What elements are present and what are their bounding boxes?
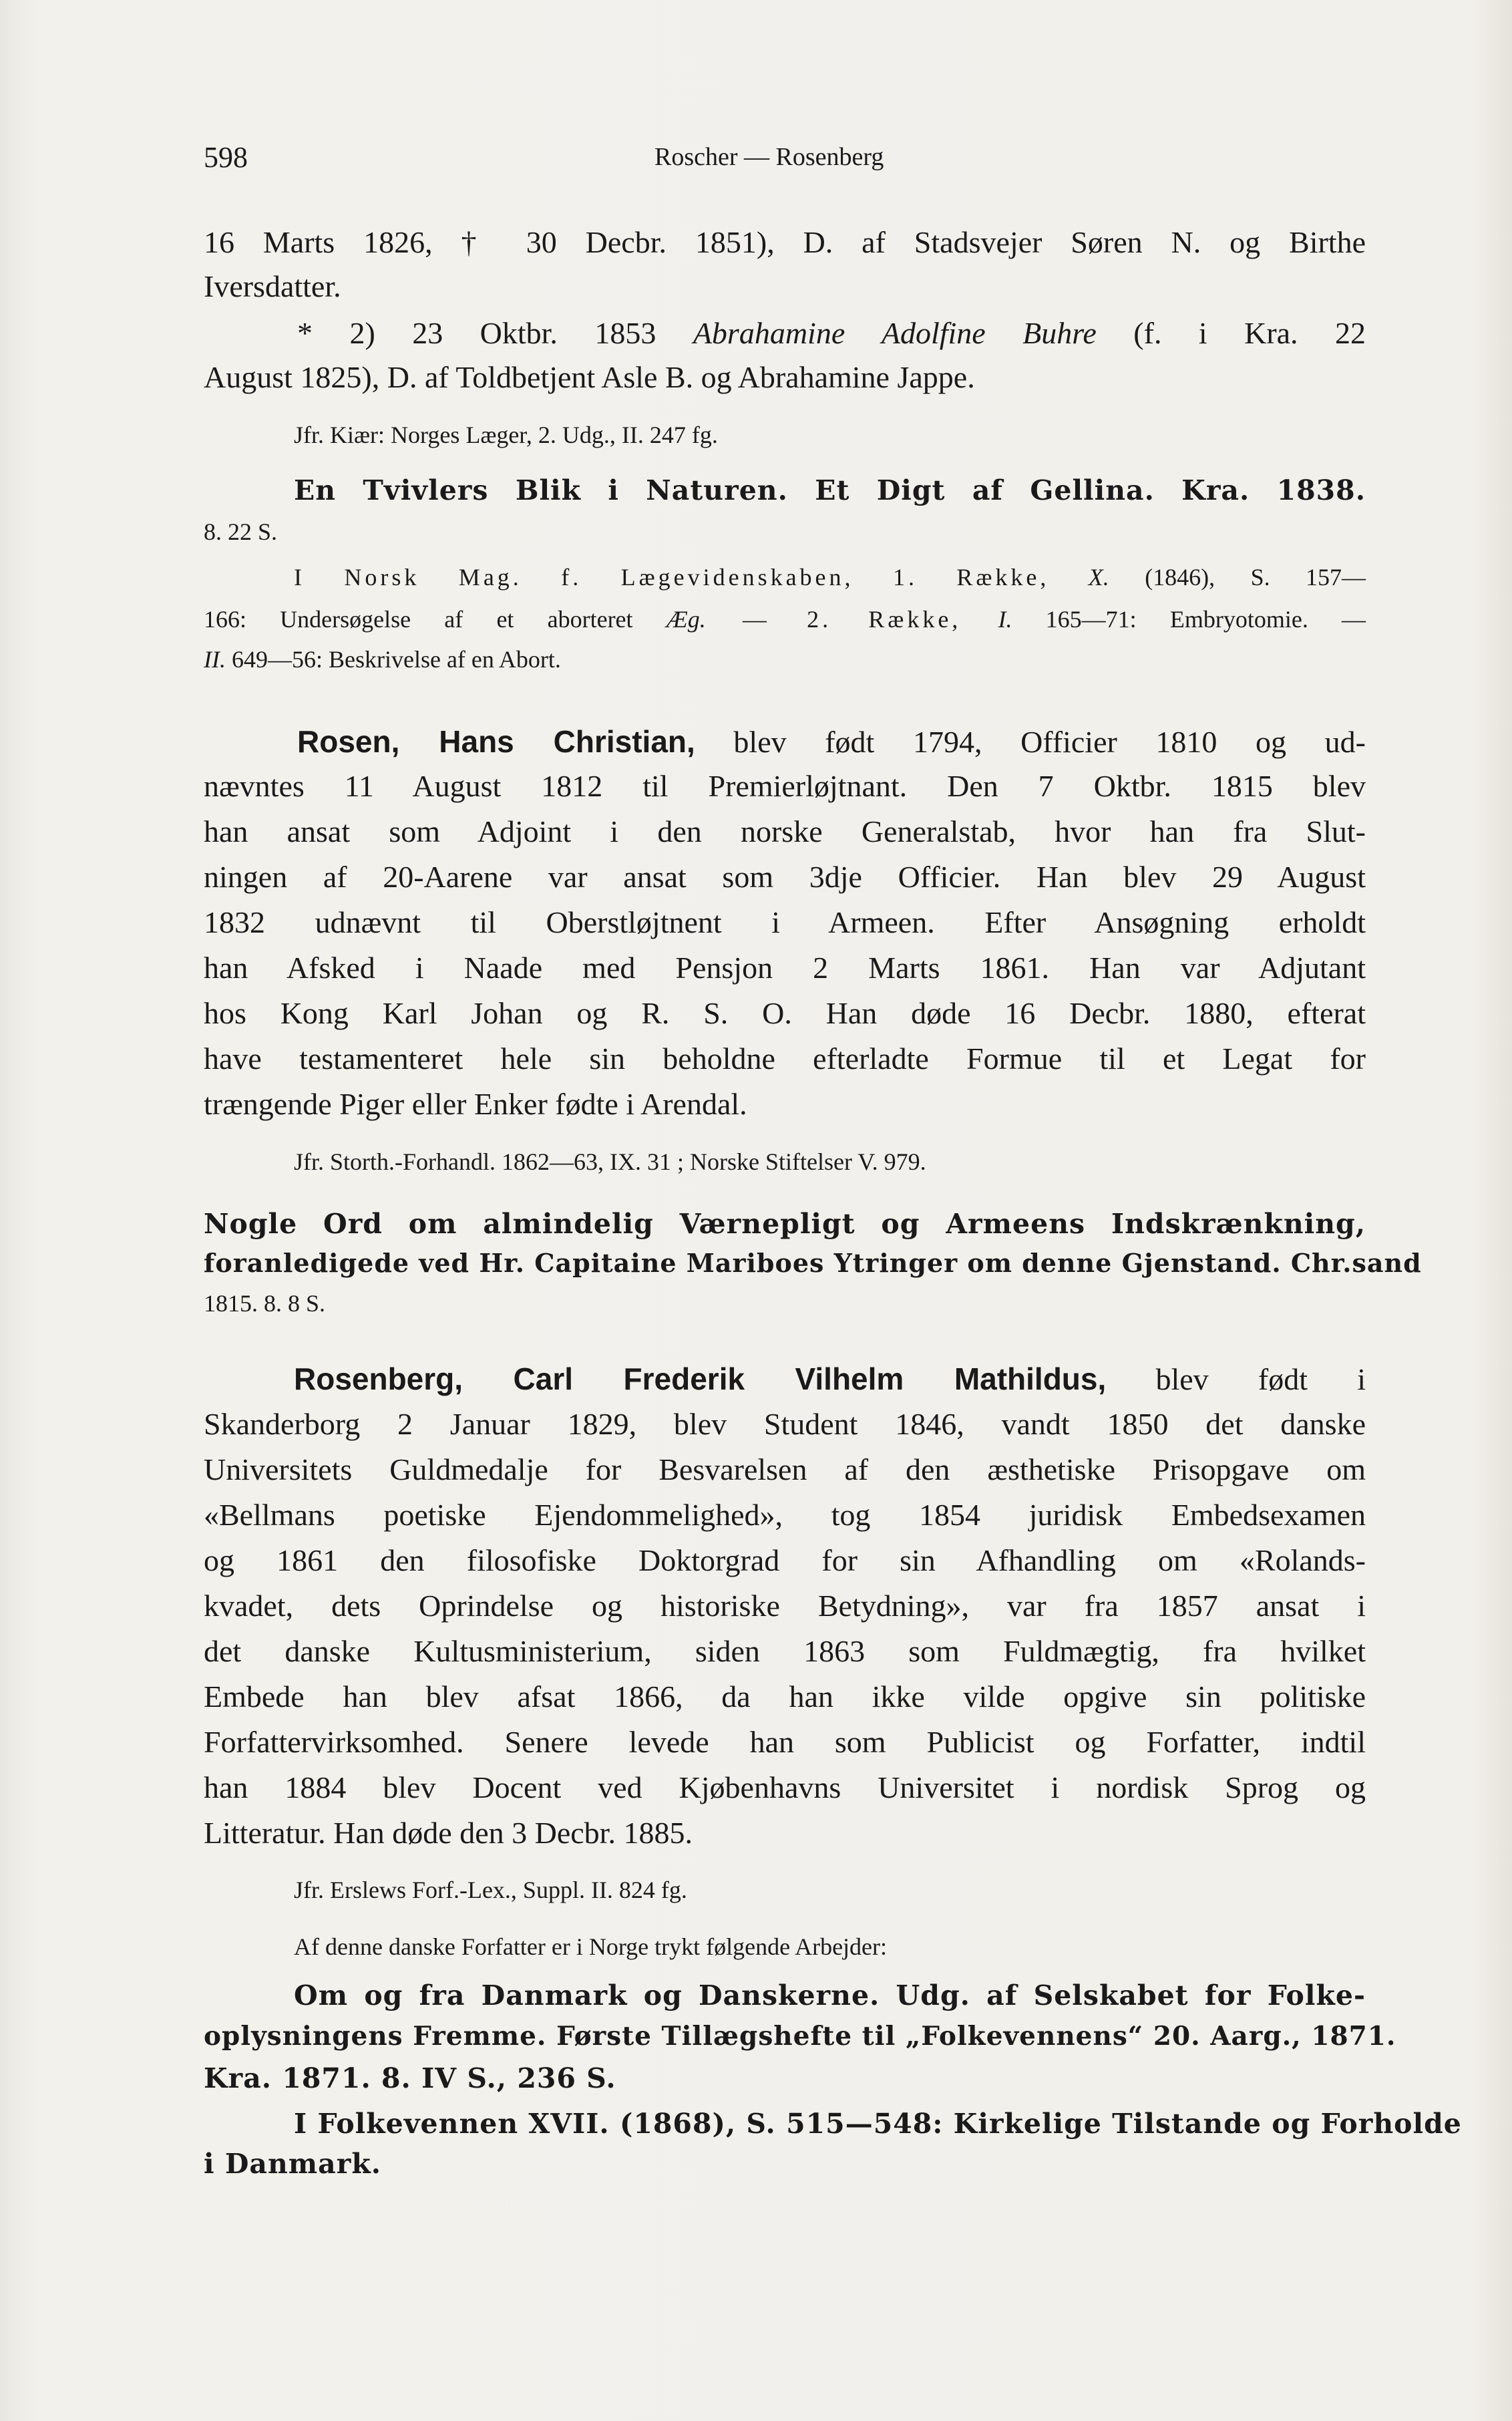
rosenberg-line-9: Forfattervirksomhed. Senere levede han som Publicist og Forfatter, indtil (204, 1725, 1366, 1759)
page-number: 598 (204, 141, 248, 174)
rosen-line-7: hos Kong Karl Johan og R. S. O. Han døde 16 Decbr. 1880, efterat (204, 996, 1366, 1030)
roscher-reference: Jfr. Kiær: Norges Læger, 2. Udg., II. 247 fg. (294, 422, 718, 448)
rosen-line-8: have testamenteret hele sin beholdne efterladte Formue til et Legat for (204, 1041, 1366, 1076)
rosen-work-3: 1815. 8. 8 S. (204, 1290, 326, 1317)
roscher-line-3: * 2) 23 Oktbr. 1853 Abrahamine Adolfine Buhre (f. i Kra. 22 (297, 316, 1366, 350)
rosenberg-line-1: Rosenberg, Carl Frederik Vilhelm Mathildus, blev født i (294, 1361, 1366, 1396)
rosenberg-reference: Jfr. Erslews Forf.-Lex., Suppl. II. 824 fg. (294, 1877, 687, 1903)
roscher-line-1: 16 Marts 1826, † 30 Decbr. 1851), D. af Stadsvejer Søren N. og Birthe (204, 225, 1366, 259)
rosenberg-line-5: og 1861 den filosofiske Doktorgrad for sin Afhandling om «Rolands- (204, 1543, 1366, 1577)
rosen-line-1: Rosen, Hans Christian, blev født 1794, Officier 1810 og ud- (297, 724, 1366, 759)
roscher-work-4: II. 649—56: Beskrivelse af en Abort. (204, 646, 561, 673)
roscher-line-4: August 1825), D. af Toldbetjent Asle B. og Abrahamine Jappe. (204, 360, 975, 394)
rosenberg-work-2: oplysningens Fremme. Første Tillægshefte til „Folkevennens“ 20. Aarg., 1871. (204, 2021, 1396, 2052)
rosenberg-line-6: kvadet, dets Oprindelse og historiske Betydning», var fra 1857 ansat i (204, 1589, 1366, 1623)
rosenberg-line-10: han 1884 blev Docent ved Kjøbenhavns Universitet i nordisk Sprog og (204, 1770, 1366, 1804)
rosen-work-1: Nogle Ord om almindelig Værnepligt og Armeens Indskrænkning, (204, 1208, 1366, 1240)
rosenberg-intro: Af denne danske Forfatter er i Norge trykt følgende Arbejder: (294, 1933, 888, 1960)
running-title: Roscher — Rosenberg (654, 143, 884, 171)
rosenberg-name: Rosenberg, Carl Frederik Vilhelm Mathildus, (294, 1361, 1107, 1396)
rosenberg-line-3: Universitets Guldmedalje for Besvarelsen af den æsthetiske Prisopgave om (204, 1452, 1366, 1486)
roscher-line-2: Iversdatter. (204, 269, 341, 303)
rosen-line-9: trængende Piger eller Enker fødte i Arendal. (204, 1087, 747, 1121)
rosen-reference: Jfr. Storth.-Forhandl. 1862—63, IX. 31 ; Norske Stiftelser V. 979. (294, 1148, 926, 1175)
roscher-work-1: En Tvivlers Blik i Naturen. Et Digt af Gellina. Kra. 1838. (294, 474, 1366, 506)
rosen-line-4: ningen af 20-Aarene var ansat som 3dje Officier. Han blev 29 August (204, 860, 1366, 894)
rosenberg-work-1: Om og fra Danmark og Danskerne. Udg. af Selskabet for Folke- (294, 1979, 1366, 2011)
rosen-line-2: nævntes 11 August 1812 til Premierløjtnant. Den 7 Oktbr. 1815 blev (204, 769, 1366, 803)
rosenberg-line-7: det danske Kultusministerium, siden 1863 som Fuldmægtig, fra hvilket (204, 1634, 1366, 1668)
rosenberg-work-4: I Folkevennen XVII. (1868), S. 515—548: Kirkelige Tilstande og Forholde (294, 2108, 1462, 2140)
roscher-work-3: 166: Undersøgelse af et aborteret Æg. — 2. Række, I. 165—71: Embryotomie. — (204, 606, 1366, 633)
spouse-name: Abrahamine Adolfine Buhre (693, 316, 1097, 350)
rosenberg-line-8: Embede han blev afsat 1866, da han ikke vilde opgive sin politiske (204, 1679, 1366, 1714)
rosenberg-line-11: Litteratur. Han døde den 3 Decbr. 1885. (204, 1816, 693, 1850)
rosen-name: Rosen, Hans Christian, (297, 724, 695, 759)
rosenberg-line-2: Skanderborg 2 Januar 1829, blev Student 1846, vandt 1850 det danske (204, 1407, 1366, 1441)
roscher-work-2: I Norsk Mag. f. Lægevidenskaben, 1. Række, X. (1846), S. 157— (294, 564, 1366, 591)
rosen-work-2: foranledigede ved Hr. Capitaine Mariboes Ytringer om denne Gjenstand. Chr.sand (204, 1248, 1422, 1278)
rosen-line-3: han ansat som Adjoint i den norske Generalstab, hvor han fra Slut- (204, 814, 1366, 848)
rosen-line-5: 1832 udnævnt til Oberstløjtnent i Armeen. Efter Ansøgning erholdt (204, 905, 1366, 939)
rosenberg-line-4: «Bellmans poetiske Ejendommelighed», tog 1854 juridisk Embedsexamen (204, 1498, 1366, 1532)
rosenberg-work-3: Kra. 1871. 8. IV S., 236 S. (204, 2062, 616, 2094)
roscher-work-1b: 8. 22 S. (204, 518, 278, 545)
rosenberg-work-5: i Danmark. (204, 2148, 382, 2180)
rosen-line-6: han Afsked i Naade med Pensjon 2 Marts 1861. Han var Adjutant (204, 951, 1366, 985)
